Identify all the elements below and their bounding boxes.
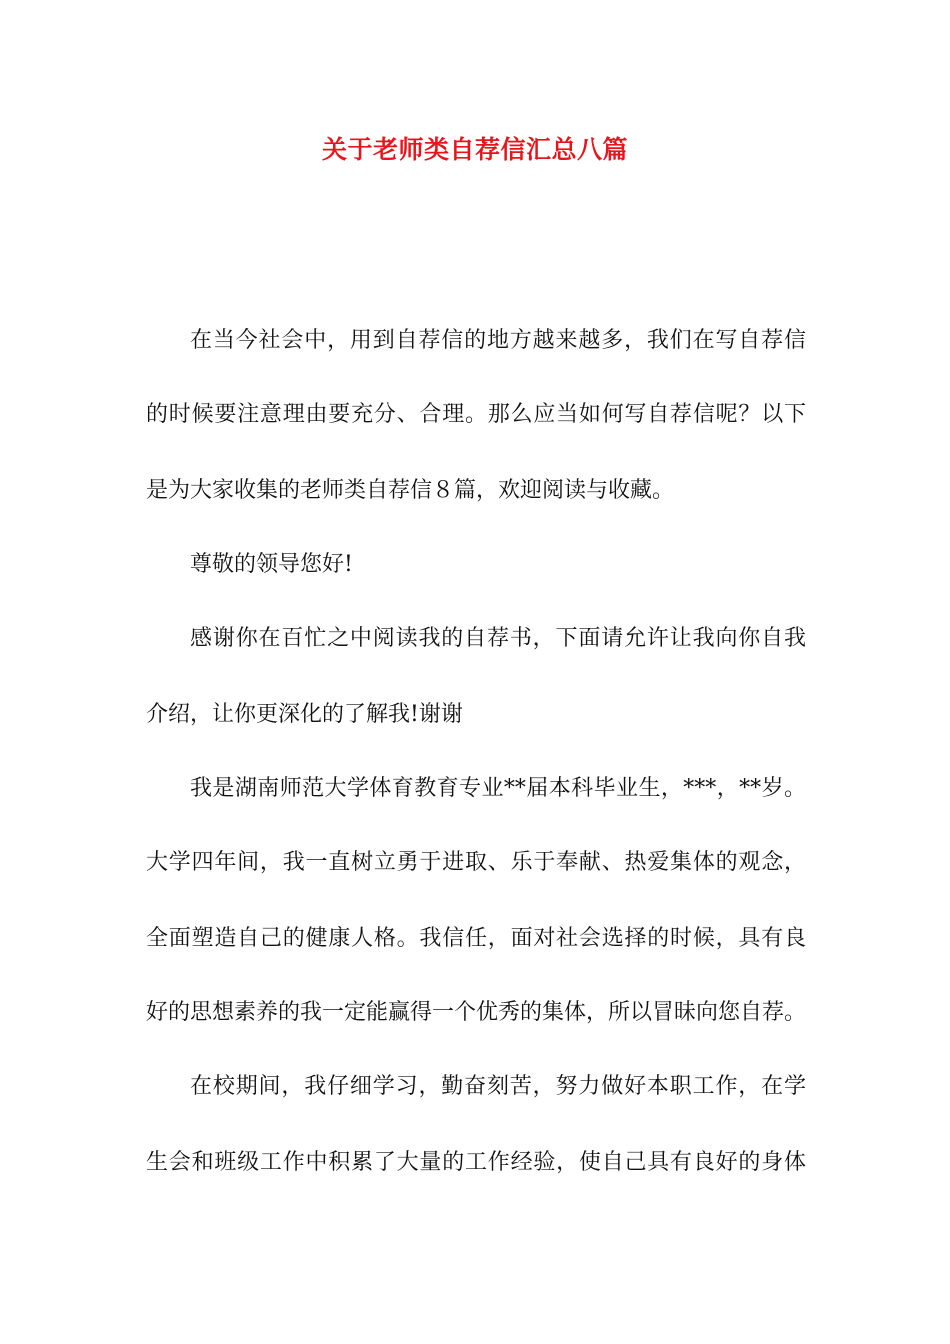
- body-line-5: 感谢你在百忙之中阅读我的自荐书，下面请允许让我向你自我: [190, 626, 806, 651]
- document-title: 关于老师类自荐信汇总八篇: [321, 135, 628, 164]
- body-line-2: 的时候要注意理由要充分、合理。那么应当如何写自荐信呢？以下: [146, 402, 806, 427]
- body-line-8: 大学四年间，我一直树立勇于进取、乐于奉献、热爱集体的观念，: [146, 850, 806, 875]
- greeting-line: 尊敬的领导您好!: [190, 552, 353, 577]
- body-line-9: 全面塑造自己的健康人格。我信任，面对社会选择的时候，具有良: [146, 926, 806, 951]
- body-line-3: 是为大家收集的老师类自荐信８篇，欢迎阅读与收藏。: [146, 478, 675, 503]
- body-line-10: 好的思想素养的我一定能赢得一个优秀的集体，所以冒昧向您自荐。: [146, 1000, 807, 1025]
- body-line-11: 在校期间，我仔细学习，勤奋刻苦，努力做好本职工作，在学: [190, 1074, 806, 1099]
- body-line-6: 介绍，让你更深化的了解我!谢谢: [146, 702, 463, 727]
- body-line-7: 我是湖南师范大学体育教育专业**届本科毕业生，***，**岁。: [190, 776, 806, 801]
- body-line-12: 生会和班级工作中积累了大量的工作经验，使自己具有良好的身体: [146, 1150, 806, 1175]
- body-line-1: 在当今社会中，用到自荐信的地方越来越多，我们在写自荐信: [190, 328, 806, 353]
